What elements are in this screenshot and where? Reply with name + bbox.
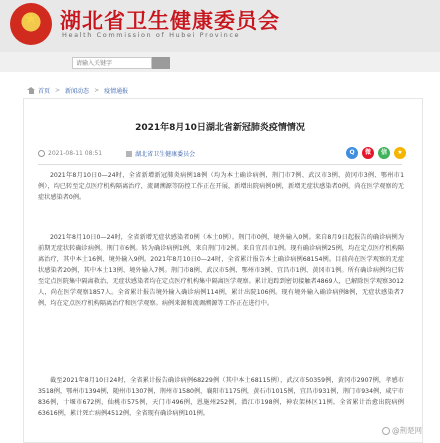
site-subtitle: Health Commission of Hubei Province — [62, 31, 241, 39]
article-title: 2021年8月10日湖北省新冠肺炎疫情情况 — [135, 123, 305, 133]
site-title[interactable]: 湖北省卫生健康委员会 — [60, 8, 280, 33]
clock-icon — [38, 150, 45, 157]
share-wechat-icon[interactable]: 信 — [378, 147, 390, 159]
publish-date: 2021-08-11 08:51 — [48, 150, 103, 157]
share-qq-icon[interactable]: Q — [346, 147, 358, 159]
home-icon — [27, 87, 35, 94]
breadcrumb-separator-icon: > — [55, 87, 61, 94]
article-paragraph: 截至2021年8月10日24时，全省累计报告确诊病例68229例（其中本土68115例），武汉市50359例，黄冈市2907例，孝感市3518例，鄂州市1394例，随州市1307例，荆州市1580例，襄阳市1175例，黄石市1015例，宜昌市931例，荆门市934例，咸宁市836例，十堰市672例，仙桃市575例，天门市496例，恩施州252例，潜江市198例，神农架林区11例。全省累计治愈出院病例63616例，累计死亡病例4512例，全省现有确诊病例101例。 — [38, 377, 404, 417]
breadcrumb — [27, 86, 128, 95]
search-button[interactable] — [152, 57, 170, 69]
source-label: 湖北省卫生健康委员会 — [135, 151, 196, 158]
article-meta — [38, 149, 195, 158]
share-bar — [346, 147, 406, 159]
article-source[interactable] — [126, 149, 195, 158]
article-paragraph: 2021年8月10日0—24时，全省新增新冠肺炎病例18例（均为本土确诊病例，荆门市7例、武汉市3例、黄冈市3例、鄂州市1例），均已转至定点医疗机构隔离治疗，流调溯源等防控工作正在开展，新增出院病例0例，新增无症状感染者0例，尚在医学观察的无症状感染者0例。 — [38, 172, 404, 201]
search-bar — [0, 52, 440, 72]
breadcrumb-home[interactable]: 首页 — [38, 88, 51, 95]
article-paragraph: 2021年8月10日0—24时，全省新增无症状感染者0例（本土0例）。荆门市0例，境外输入0例。来自8月9日起报告的确诊病例为前期无症状转确诊病例。荆门市6例。转为确诊病例1例，来自荆门市2例。来自宜昌市1例。现有确诊病例25例，均在定点医疗机构隔离治疗，其中本土16例、境外输入9例。2021年8月10日0—24时，全省累计报告本土确诊病例68154例。目前尚在医学观察的无症状感染者20例，其中本土13例、境外输入7例。荆门市8例、武汉市5例、鄂州市3例、宜昌市1例、黄冈市1例。所有确诊病例均已转至定点医院集中隔离救治，无症状感染者均在定点医疗机构集中隔离医学观察。累计追踪到密切接触者4869人，已解除医学观察3012人，尚在医学观察1857人。全省累计报告境外输入确诊病例114例，累计出院106例。现有境外输入确诊病例8例，无症状感染者7例，均在定点医疗机构隔离治疗和医学观察。病例来源和流调溯源等工作正在进行中。 — [38, 234, 404, 307]
breadcrumb-epidemic[interactable]: 疫情通报 — [104, 88, 129, 95]
national-emblem-icon[interactable]: ★ — [10, 3, 52, 45]
breadcrumb-separator-icon: > — [94, 87, 100, 94]
watermark — [382, 425, 422, 436]
source-icon — [126, 151, 132, 157]
share-weibo-icon[interactable]: 微 — [362, 147, 374, 159]
divider — [38, 164, 402, 165]
watermark-text: @荆楚网 — [392, 426, 422, 435]
share-qzone-icon[interactable]: ★ — [394, 147, 406, 159]
weibo-logo-icon — [382, 427, 390, 435]
search-input[interactable] — [72, 57, 152, 69]
breadcrumb-news[interactable]: 新闻动态 — [65, 88, 90, 95]
